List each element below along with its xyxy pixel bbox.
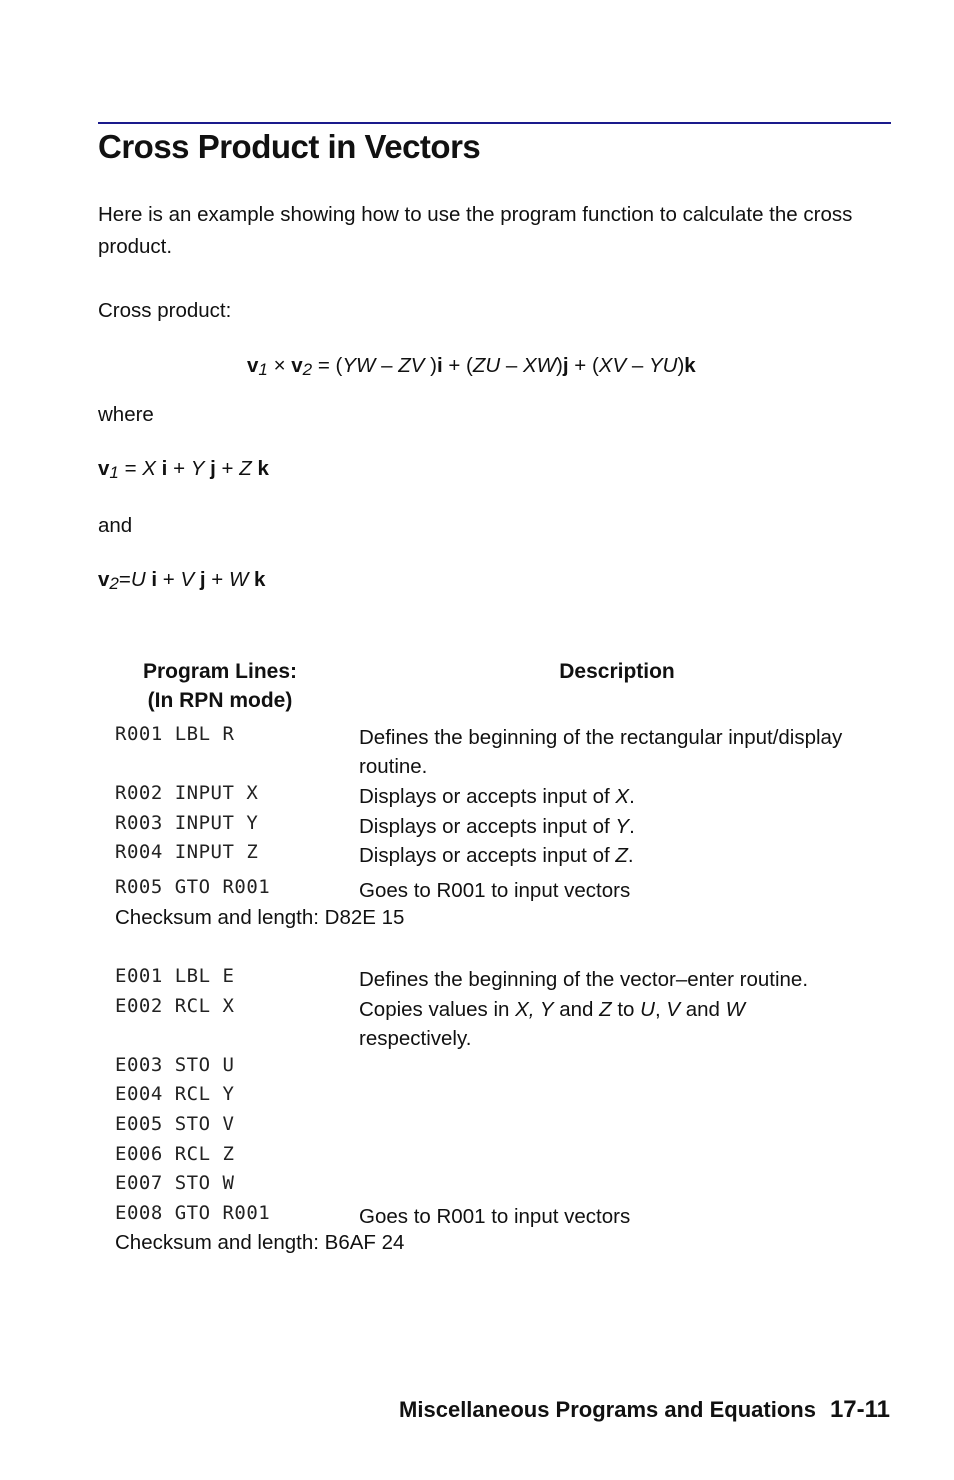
eq-minus: – bbox=[381, 354, 393, 377]
eq-minus: – bbox=[505, 354, 518, 377]
line-description: Defines the beginning of the rectangular input/display routine. bbox=[359, 726, 843, 778]
desc-end: . bbox=[629, 785, 635, 808]
line-description bbox=[359, 782, 889, 811]
eq-k: k bbox=[684, 354, 696, 377]
line-description bbox=[359, 841, 889, 870]
col-header-line2: (In RPN mode) bbox=[147, 689, 293, 712]
v2-v-var: V bbox=[180, 568, 195, 591]
desc-part: and bbox=[553, 998, 600, 1021]
desc-text: Displays or accepts input of bbox=[359, 815, 610, 838]
program-line: E002 RCL X bbox=[115, 995, 235, 1017]
line-description: Defines the beginning of the vector–enter routine. bbox=[359, 968, 809, 991]
desc-var: Y bbox=[615, 815, 630, 838]
eq-sub2: 2 bbox=[302, 360, 313, 379]
desc-part: to bbox=[611, 998, 641, 1021]
desc-part: and bbox=[680, 998, 726, 1021]
eq-times: × bbox=[273, 354, 286, 377]
eq-v2: v bbox=[291, 354, 303, 377]
eq-yw: YW bbox=[342, 354, 376, 377]
program-line: R004 INPUT Z bbox=[115, 841, 259, 863]
program-line: E003 STO U bbox=[115, 1054, 235, 1076]
eq-j: j bbox=[562, 354, 569, 377]
v1-plus: + bbox=[221, 457, 234, 480]
desc-text: Displays or accepts input of bbox=[359, 844, 610, 867]
v1-equals: = bbox=[124, 457, 137, 480]
v2-v: v bbox=[98, 568, 110, 591]
page-footer bbox=[399, 1396, 890, 1424]
desc-end: . bbox=[629, 815, 635, 838]
line-description bbox=[359, 812, 889, 841]
v2-equals: = bbox=[118, 568, 131, 591]
line-description bbox=[359, 995, 799, 1053]
v1-sub: 1 bbox=[109, 463, 119, 482]
eq-v1: v bbox=[247, 354, 259, 377]
col-header-line1: Program Lines: bbox=[142, 660, 298, 683]
desc-part: Z bbox=[599, 998, 612, 1021]
eq-i: i bbox=[436, 354, 443, 377]
where-label: where bbox=[98, 403, 154, 426]
and-label: and bbox=[98, 514, 133, 537]
v1-z: Z bbox=[239, 457, 252, 480]
desc-end: . bbox=[627, 844, 634, 867]
v2-equation bbox=[98, 568, 265, 592]
v2-plus: + bbox=[162, 568, 175, 591]
col-header-program-lines bbox=[110, 657, 330, 715]
v2-u: U bbox=[130, 568, 146, 591]
program-line: E007 STO W bbox=[115, 1172, 235, 1194]
eq-sub1: 1 bbox=[258, 360, 268, 379]
eq-zv: ZV bbox=[398, 354, 425, 377]
v1-j: j bbox=[210, 457, 216, 480]
program-line: E005 STO V bbox=[115, 1113, 235, 1135]
eq-paren: ) bbox=[677, 354, 685, 377]
checksum-r: Checksum and length: D82E 15 bbox=[115, 906, 405, 929]
page-title: Cross Product in Vectors bbox=[98, 128, 481, 165]
header-rule bbox=[98, 122, 891, 124]
v2-j: j bbox=[199, 568, 206, 591]
v1-plus: + bbox=[173, 457, 186, 480]
eq-plus: + bbox=[448, 354, 461, 377]
program-line: R003 INPUT Y bbox=[115, 812, 259, 834]
desc-part: Copies values in bbox=[359, 998, 516, 1021]
v2-sub: 2 bbox=[109, 574, 119, 593]
eq-paren: ) bbox=[556, 354, 563, 377]
cross-product-equation bbox=[247, 354, 696, 378]
program-line: E004 RCL Y bbox=[115, 1083, 235, 1105]
v1-y: Y bbox=[190, 457, 205, 480]
footer-section: Miscellaneous Programs and Equations bbox=[399, 1397, 816, 1422]
desc-var: Z bbox=[615, 844, 628, 867]
eq-xw: XW bbox=[523, 354, 557, 377]
desc-part: U bbox=[640, 998, 655, 1021]
v1-x: X bbox=[142, 457, 156, 480]
program-line: R002 INPUT X bbox=[115, 782, 259, 804]
program-line: R005 GTO R001 bbox=[115, 876, 271, 898]
eq-zu: ZU bbox=[472, 354, 501, 377]
v2-plus: + bbox=[211, 568, 224, 591]
eq-plus: + bbox=[574, 354, 587, 377]
v1-equation bbox=[98, 457, 269, 481]
line-description: Goes to R001 to input vectors bbox=[359, 1205, 631, 1228]
desc-part: , bbox=[654, 998, 667, 1021]
line-description: Goes to R001 to input vectors bbox=[359, 879, 631, 902]
checksum-e: Checksum and length: B6AF 24 bbox=[115, 1231, 405, 1254]
program-line: E008 GTO R001 bbox=[115, 1202, 271, 1224]
program-line: E001 LBL E bbox=[115, 965, 235, 987]
eq-paren: ( bbox=[335, 354, 343, 377]
v2-k: k bbox=[254, 568, 266, 591]
v1-i: i bbox=[161, 457, 168, 480]
page-number: 17-11 bbox=[829, 1396, 890, 1423]
eq-yu: YU bbox=[648, 354, 678, 377]
program-line: E006 RCL Z bbox=[115, 1143, 235, 1165]
intro-paragraph: Here is an example showing how to use the program function to calculate the cross product. bbox=[98, 203, 853, 258]
v1-v: v bbox=[98, 457, 110, 480]
eq-equals: = bbox=[317, 354, 330, 377]
eq-paren: ( bbox=[591, 354, 599, 377]
v2-w: W bbox=[228, 568, 249, 591]
eq-minus: – bbox=[631, 354, 644, 377]
desc-part: V bbox=[666, 998, 681, 1021]
cross-product-label: Cross product: bbox=[98, 299, 232, 322]
desc-part: X, Y bbox=[515, 998, 554, 1021]
eq-paren: ( bbox=[466, 354, 473, 377]
desc-var: X bbox=[615, 785, 630, 808]
v2-i: i bbox=[151, 568, 158, 591]
eq-xv: XV bbox=[598, 354, 627, 377]
eq-paren: ) bbox=[430, 354, 437, 377]
program-line: R001 LBL R bbox=[115, 723, 235, 745]
col-header-description: Description bbox=[559, 660, 675, 683]
desc-text: Displays or accepts input of bbox=[359, 785, 610, 808]
desc-part: respectively. bbox=[359, 1027, 472, 1050]
v1-k: k bbox=[257, 457, 269, 480]
desc-part: W bbox=[725, 998, 746, 1021]
